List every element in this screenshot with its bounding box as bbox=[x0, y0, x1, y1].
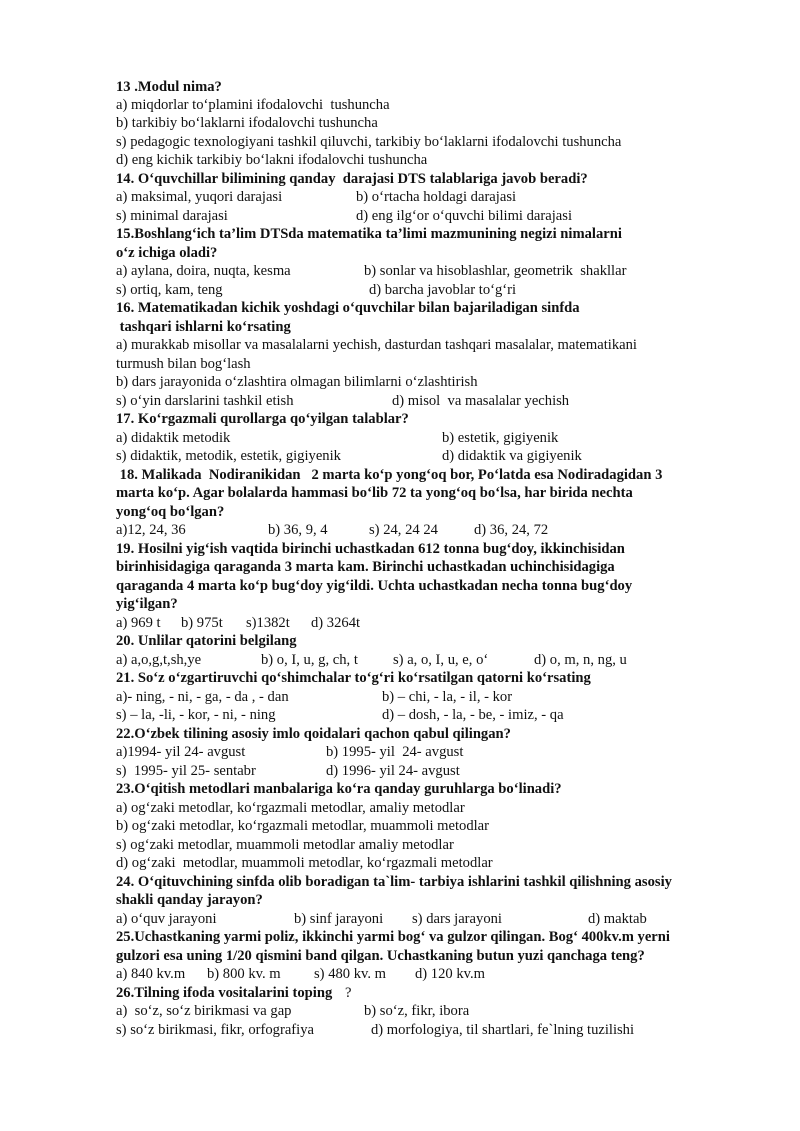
answer-text: s) 1995- yil 25- sentabr bbox=[116, 763, 256, 779]
answer-text: d) morfologiya, til shartlari, fe`lning tuzilishi bbox=[371, 1022, 635, 1038]
answer-text: a) 969 t bbox=[116, 615, 161, 631]
answer-text: s) ortiq, kam, teng bbox=[116, 282, 223, 298]
answer-text: s) didaktik, metodik, estetik, gigiyenik bbox=[116, 448, 341, 464]
answer-text: s) a, o, I, u, e, o‘ bbox=[393, 652, 489, 668]
answer-text: b) tarkibiy bo‘laklarni ifodalovchi tushuncha bbox=[116, 115, 378, 131]
answer-text: a) didaktik metodik bbox=[116, 430, 231, 446]
question-text: birinhisidagiga qaraganda 3 marta kam. Birinchi uchastkadan uchinchisidagiga bbox=[116, 559, 615, 575]
answer-text: b) 1995- yil 24- avgust bbox=[326, 744, 464, 760]
question-text: 14. O‘quvchillar bilimining qanday darajasi DTS talablariga javob beradi? bbox=[116, 171, 588, 187]
answer-text: b) 36, 9, 4 bbox=[268, 522, 328, 538]
question-text: 23.O‘qitish metodlari manbalariga ko‘ra qanday guruhlarga bo‘linadi? bbox=[116, 781, 562, 797]
answer-text: b) estetik, gigiyenik bbox=[442, 430, 559, 446]
answer-text: d) didaktik va gigiyenik bbox=[442, 448, 582, 464]
question-text: 13 .Modul nima? bbox=[116, 79, 222, 95]
answer-text: ? bbox=[345, 985, 352, 1001]
question-text: 22.O‘zbek tilining asosiy imlo qoidalari qachon qabul qilingan? bbox=[116, 726, 511, 742]
answer-text: b) so‘z, fikr, ibora bbox=[364, 1003, 470, 1019]
answer-text: b) o, I, u, g, ch, t bbox=[261, 652, 358, 668]
answer-text: a) so‘z, so‘z birikmasi va gap bbox=[116, 1003, 292, 1019]
question-text: shakli qanday jarayon? bbox=[116, 892, 263, 908]
answer-text: a)12, 24, 36 bbox=[116, 522, 186, 538]
question-text: 26.Tilning ifoda vositalarini toping bbox=[116, 985, 333, 1001]
answer-text: b) o‘rtacha holdagi darajasi bbox=[356, 189, 517, 205]
answer-text: b) dars jarayonida o‘zlashtira olmagan bilimlarni o‘zlashtirish bbox=[116, 374, 478, 390]
answer-text: s) – la, -li, - kor, - ni, - ning bbox=[116, 707, 276, 723]
question-text: 25.Uchastkaning yarmi poliz, ikkinchi yarmi bog‘ va gulzor qilingan. Bog‘ 400kv.m yerni bbox=[116, 929, 670, 945]
question-text: 19. Hosilni yig‘ish vaqtida birinchi uchastkadan 612 tonna bug‘doy, ikkinchisidan bbox=[116, 541, 625, 557]
answer-text: turmush bilan bog‘lash bbox=[116, 356, 251, 372]
answer-text: d) maktab bbox=[588, 911, 647, 927]
question-text: o‘z ichiga oladi? bbox=[116, 245, 218, 261]
question-text: 21. So‘z o‘zgartiruvchi qo‘shimchalar to‘g‘ri ko‘rsatilgan qatorni ko‘rsating bbox=[116, 670, 591, 686]
answer-text: b) sinf jarayoni bbox=[294, 911, 384, 927]
question-text: tashqari ishlarni ko‘rsating bbox=[116, 319, 291, 335]
answer-text: s) dars jarayoni bbox=[412, 911, 502, 927]
answer-text: a) o‘quv jarayoni bbox=[116, 911, 217, 927]
answer-text: d) misol va masalalar yechish bbox=[392, 393, 570, 409]
question-text: 16. Matematikadan kichik yoshdagi o‘quvchilar bilan bajariladigan sinfda bbox=[116, 300, 580, 316]
answer-text: d) og‘zaki metodlar, muammoli metodlar, ko‘rgazmali metodlar bbox=[116, 855, 493, 871]
answer-text: b) 975t bbox=[181, 615, 223, 631]
question-text: gulzori esa uning 1/20 qismini band qilgan. Uchastkaning butun yuzi qanchaga teng? bbox=[116, 948, 645, 964]
question-text: marta ko‘p. Agar bolalarda hammasi bo‘lib 72 ta yong‘oq bo‘lsa, har birida nechta bbox=[116, 485, 633, 501]
question-text: qaraganda 4 marta ko‘p bug‘doy yig‘ildi. Uchta uchastkadan necha tonna bug‘doy bbox=[116, 578, 633, 594]
answer-text: d) o, m, n, ng, u bbox=[534, 652, 627, 668]
answer-text: a)- ning, - ni, - ga, - da , - dan bbox=[116, 689, 289, 705]
answer-text: s) og‘zaki metodlar, muammoli metodlar amaliy metodlar bbox=[116, 837, 454, 853]
answer-text: b) sonlar va hisoblashlar, geometrik shakllar bbox=[364, 263, 627, 279]
answer-text: d) 1996- yil 24- avgust bbox=[326, 763, 460, 779]
answer-text: d) eng ilg‘or o‘quvchi bilimi darajasi bbox=[356, 208, 573, 224]
answer-text: a) 840 kv.m bbox=[116, 966, 186, 982]
answer-text: d) 120 kv.m bbox=[415, 966, 485, 982]
answer-text: d) 36, 24, 72 bbox=[474, 522, 549, 538]
question-text: yong‘oq bo‘lgan? bbox=[116, 504, 225, 520]
answer-text: b) 800 kv. m bbox=[207, 966, 281, 982]
answer-text: a) a,o,g,t,sh,ye bbox=[116, 652, 202, 668]
answer-text: b) – chi, - la, - il, - kor bbox=[382, 689, 513, 705]
answer-text: s) o‘yin darslarini tashkil etish bbox=[116, 393, 294, 409]
answer-text: a)1994- yil 24- avgust bbox=[116, 744, 246, 760]
answer-text: d) barcha javoblar to‘g‘ri bbox=[369, 282, 517, 298]
answer-text: d) eng kichik tarkibiy bo‘lakni ifodalovchi tushuncha bbox=[116, 152, 428, 168]
answer-text: a) og‘zaki metodlar, ko‘rgazmali metodlar, amaliy metodlar bbox=[116, 800, 465, 816]
answer-text: s)1382t bbox=[246, 615, 290, 631]
question-text: yig‘ilgan? bbox=[116, 596, 178, 612]
question-text: 24. O‘qituvchining sinfda olib boradigan ta`lim- tarbiya ishlarini tashkil qilishning asosiy bbox=[116, 874, 672, 890]
answer-text: s) minimal darajasi bbox=[116, 208, 228, 224]
answer-text: s) so‘z birikmasi, fikr, orfografiya bbox=[116, 1022, 314, 1038]
question-text: 18. Malikada Nodiranikidan 2 marta ko‘p yong‘oq bor, Po‘latda esa Nodiradagidan 3 bbox=[116, 467, 663, 483]
question-text: 20. Unlilar qatorini belgilang bbox=[116, 633, 297, 649]
answer-text: a) miqdorlar to‘plamini ifodalovchi tushuncha bbox=[116, 97, 390, 113]
answer-text: d) 3264t bbox=[311, 615, 361, 631]
answer-text: s) pedagogic texnologiyani tashkil qiluvchi, tarkibiy bo‘laklarni ifodalovchi tushuncha bbox=[116, 134, 622, 150]
answer-text: a) maksimal, yuqori darajasi bbox=[116, 189, 283, 205]
answer-text: b) og‘zaki metodlar, ko‘rgazmali metodlar, muammoli metodlar bbox=[116, 818, 490, 834]
answer-text: a) aylana, doira, nuqta, kesma bbox=[116, 263, 291, 279]
question-text: 15.Boshlang‘ich ta’lim DTSda matematika ta’limi mazmunining negizi nimalarni bbox=[116, 226, 622, 242]
answer-text: a) murakkab misollar va masalalarni yechish, dasturdan tashqari masalalar, matematikani bbox=[116, 337, 637, 353]
question-text: 17. Ko‘rgazmali qurollarga qo‘yilgan talablar? bbox=[116, 411, 409, 427]
answer-text: d) – dosh, - la, - be, - imiz, - qa bbox=[382, 707, 564, 723]
answer-text: s) 480 kv. m bbox=[314, 966, 387, 982]
answer-text: s) 24, 24 24 bbox=[369, 522, 438, 538]
